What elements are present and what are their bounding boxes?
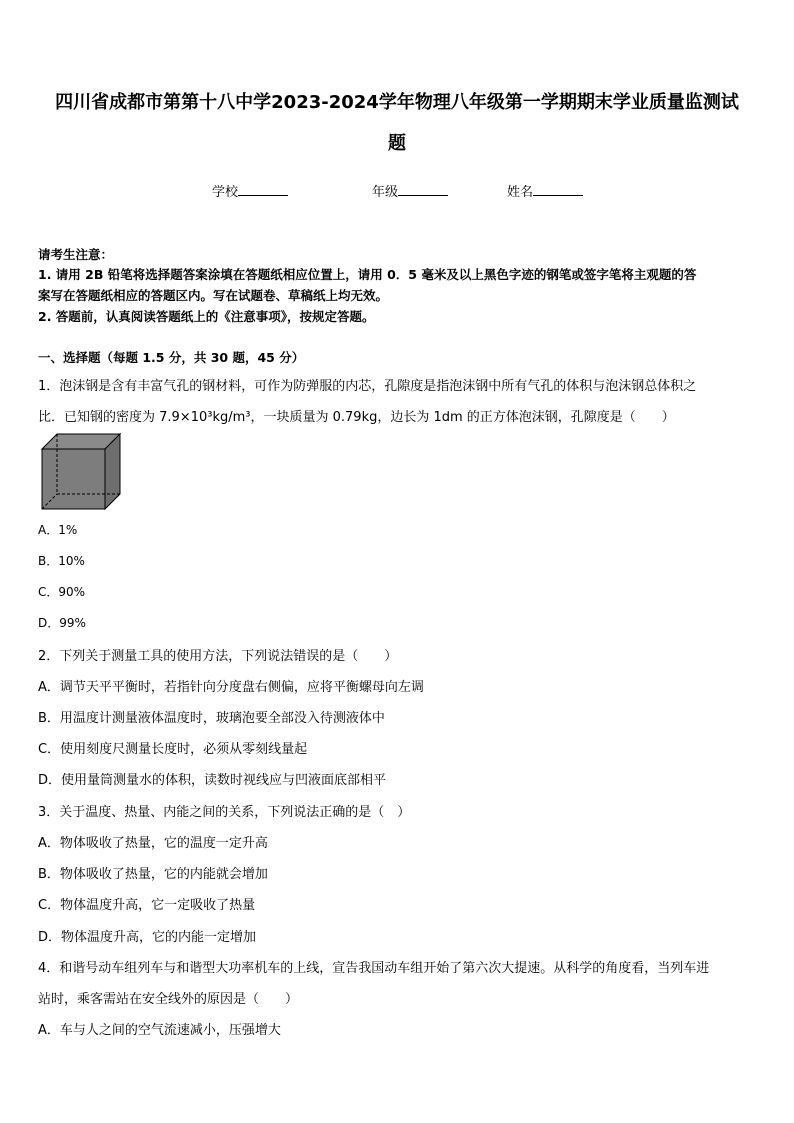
q3-option-b: B．物体吸收了热量，它的内能就会增加 [38, 867, 268, 882]
notice-heading: 请考生注意： [38, 247, 114, 262]
notice-item2: 2. 答题前，认真阅读答题纸上的《注意事项》，按规定答题。 [38, 309, 375, 324]
school-blank [238, 183, 288, 196]
grade-blank [398, 183, 448, 196]
q2-option-a: A．调节天平平衡时，若指针向分度盘右侧偏，应将平衡螺母向左调 [38, 680, 424, 695]
q4-option-a: A．车与人之间的空气流速减小，压强增大 [38, 1023, 281, 1038]
notice-item1-line2: 案写在答题纸相应的答题区内。写在试题卷、草稿纸上均无效。 [38, 288, 389, 303]
q1-option-a: A．1% [38, 523, 78, 537]
q3-option-d: D．物体温度升高，它的内能一定增加 [38, 930, 257, 945]
section-heading: 一、选择题（每题 1.5 分，共 30 题，45 分） [38, 350, 305, 365]
q4-stem-line1: 4．和谐号动车组列车与和谐型大功率机车的上线，宣告我国动车组开始了第六次大提速。从科学的角度看，当列车进 [38, 961, 710, 976]
q2-option-c: C．使用刻度尺测量长度时，必须从零刻线量起 [38, 742, 308, 757]
q1-option-c: C．90% [38, 585, 86, 599]
q2-stem: 2．下列关于测量工具的使用方法，下列说法错误的是（ ） [38, 649, 398, 664]
school-label: 学校 [212, 185, 239, 200]
name-field [507, 181, 583, 200]
q1-stem-line1: 1．泡沫钢是含有丰富气孔的钢材料，可作为防弹服的内芯，孔隙度是指泡沫钢中所有气孔的体积与泡沫钢总体积之 [38, 379, 697, 394]
exam-title-line2: 题 [388, 133, 406, 154]
q3-option-a: A．物体吸收了热量，它的温度一定升高 [38, 836, 268, 851]
cube-figure [40, 432, 122, 512]
q3-option-c: C．物体温度升高，它一定吸收了热量 [38, 898, 256, 913]
school-field [212, 181, 288, 200]
q2-option-b: B．用温度计测量液体温度时，玻璃泡要全部没入待测液体中 [38, 711, 385, 726]
q3-stem: 3．关于温度、热量、内能之间的关系，下列说法正确的是（ ） [38, 805, 411, 820]
q1-option-b: B．10% [38, 554, 85, 568]
grade-field [372, 181, 448, 200]
q1-stem-line2: 比．已知钢的密度为 7.9×10³kg/m³，一块质量为 0.79kg，边长为 1dm 的正方体泡沫钢，孔隙度是（ ） [38, 410, 675, 425]
name-label: 姓名 [507, 185, 534, 200]
grade-label: 年级 [372, 185, 399, 200]
q1-option-d: D．99% [38, 616, 86, 630]
exam-title-line1: 四川省成都市第第十八中学2023-2024学年物理八年级第一学期期末学业质量监测试 [55, 92, 739, 113]
q2-option-d: D．使用量筒测量水的体积，读数时视线应与凹液面底部相平 [38, 773, 387, 788]
q4-stem-line2: 站时，乘客需站在安全线外的原因是（ ） [38, 992, 299, 1007]
notice-item1-line1: 1. 请用 2B 铅笔将选择题答案涂填在答题纸相应位置上，请用 0．5 毫米及以上黑色字迹的钢笔或签字笔将主观题的答 [38, 267, 697, 282]
name-blank [533, 183, 583, 196]
